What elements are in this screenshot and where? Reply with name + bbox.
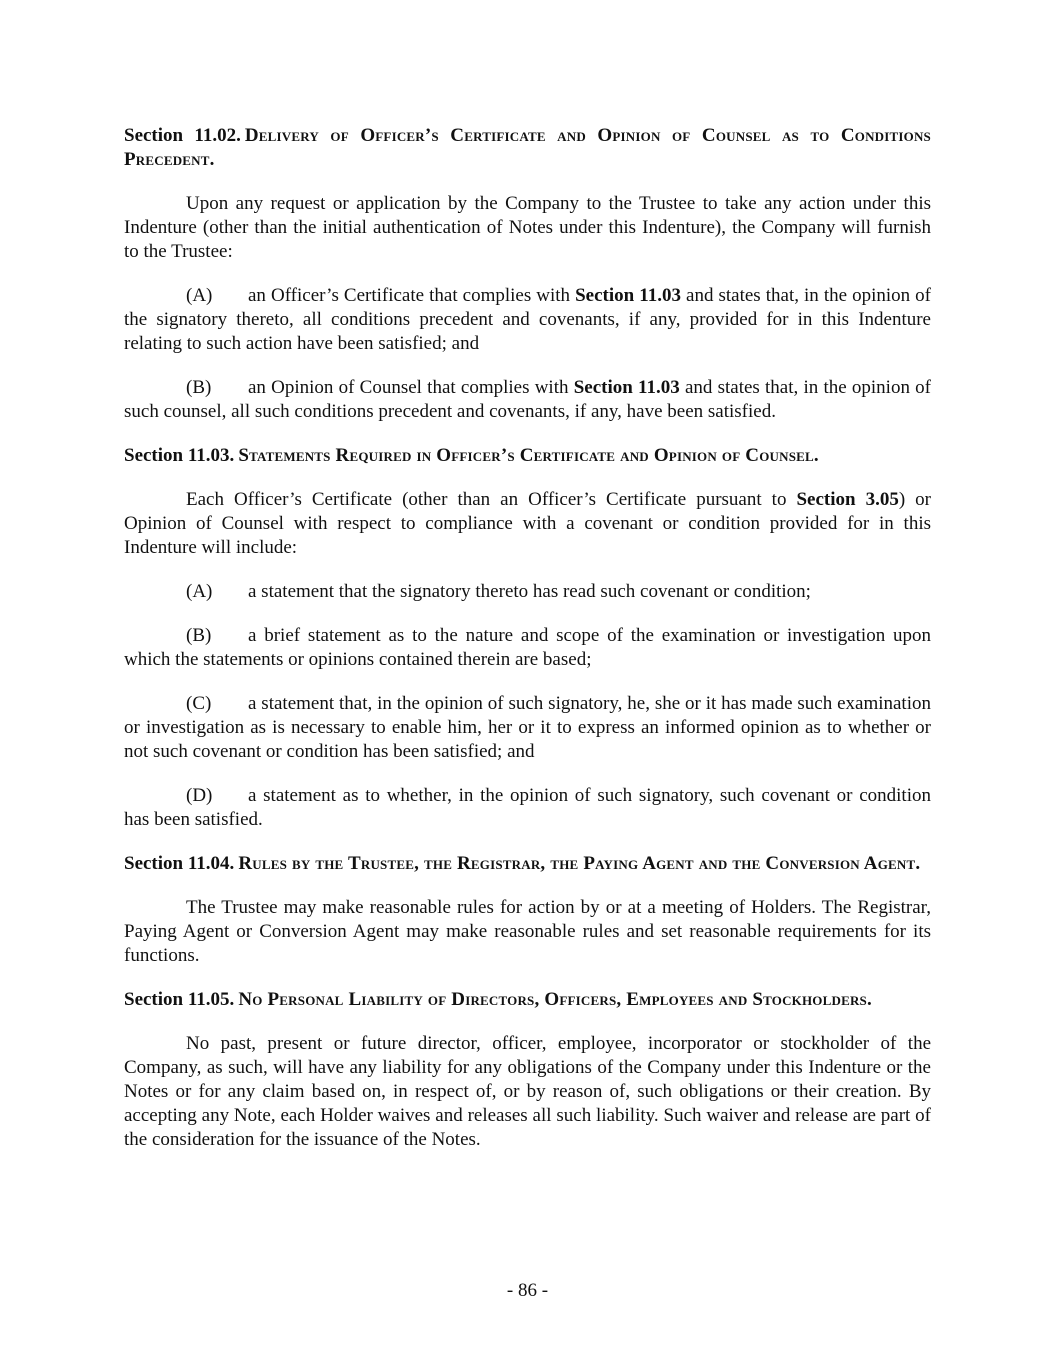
clause-text: a statement that, in the opinion of such signatory, he, she or it has made such examination or investigation as is necessary to enable him, her or it to express an informed opinion as to whether or not such covenant or condition has been satisfied; and xyxy=(124,693,931,762)
section-reference: Section 11.03 xyxy=(573,377,680,398)
clause-label: (C) xyxy=(186,693,212,714)
clause-text: and states that, in the opinion of the signatory thereto, all conditions precedent and covenants, if any, provided for in this Indenture relating to such action have been satisfied; and xyxy=(124,285,932,354)
clause-item xyxy=(124,692,931,764)
clause-text: an Opinion of Counsel that complies with xyxy=(248,377,574,398)
section-reference: Section 3.05 xyxy=(796,489,899,510)
clause-item xyxy=(124,580,931,604)
section-heading xyxy=(124,988,931,1012)
clause-label: (B) xyxy=(186,377,212,398)
intro-text: Each Officer’s Certificate (other than an Officer’s Certificate pursuant to xyxy=(186,489,797,510)
clause-text: and states that, in the opinion of such counsel, all such conditions precedent and covenants, if any, have been satisfied. xyxy=(124,377,932,422)
clause-label: (D) xyxy=(186,785,213,806)
section-number: Section 11.05. xyxy=(124,989,235,1010)
clause-text: a brief statement as to the nature and scope of the examination or investigation upon which the statements or opinions contained therein are based; xyxy=(124,625,931,670)
section-body: The Trustee may make reasonable rules for action by or at a meeting of Holders. The Registrar, Paying Agent or Conversion Agent may make reasonable rules and set reasonable requirements for its functions. xyxy=(124,897,931,966)
clause-label: (B) xyxy=(186,625,212,646)
clause-item xyxy=(124,284,931,356)
section-number: Section 11.03. xyxy=(124,445,235,466)
section-number: Section 11.02. xyxy=(124,125,241,146)
clause-label: (A) xyxy=(186,581,213,602)
section-intro: Upon any request or application by the Company to the Trustee to take any action under this Indenture (other than the initial authentication of Notes under this Indenture), the Company will furnish to the Trustee: xyxy=(124,193,931,262)
document-page xyxy=(124,124,931,1172)
section-reference: Section 11.03 xyxy=(575,285,681,306)
section-heading xyxy=(124,444,931,468)
clause-item xyxy=(124,624,931,672)
intro-text: ) or Opinion of Counsel with respect to compliance with a covenant or condition provided for in this Indenture will include: xyxy=(124,489,931,558)
page-number: - 86 - xyxy=(506,1280,549,1301)
clause-text: a statement that the signatory thereto has read such covenant or condition; xyxy=(248,581,811,602)
section-title: Delivery of Officer’s Certificate and Opinion of Counsel as to Conditions Precedent. xyxy=(124,125,931,170)
section-title: Rules by the Trustee, the Registrar, the Paying Agent and the Conversion Agent. xyxy=(238,853,921,874)
clause-label: (A) xyxy=(186,285,213,306)
section-number: Section 11.04. xyxy=(124,853,235,874)
section-body: No past, present or future director, officer, employee, incorporator or stockholder of the Company, as such, will have any liability for any obligations of the Company under this Indenture or the Notes or for any claim based on, in respect of, or by reason of, such obligations or their creation. By accepting any Note, each Holder waives and releases all such liability. Such waiver and release are part of the consideration for the issuance of the Notes. xyxy=(124,1033,931,1150)
section-title: Statements Required in Officer’s Certificate and Opinion of Counsel. xyxy=(238,445,819,466)
clause-text: a statement as to whether, in the opinion of such signatory, such covenant or condition has been satisfied. xyxy=(124,785,931,830)
clause-item xyxy=(124,784,931,832)
section-title: No Personal Liability of Directors, Officers, Employees and Stockholders. xyxy=(238,989,872,1010)
clause-text: an Officer’s Certificate that complies with xyxy=(248,285,576,306)
section-heading xyxy=(124,852,931,876)
section-heading xyxy=(124,124,931,172)
clause-item xyxy=(124,376,931,424)
section-intro xyxy=(124,488,931,560)
